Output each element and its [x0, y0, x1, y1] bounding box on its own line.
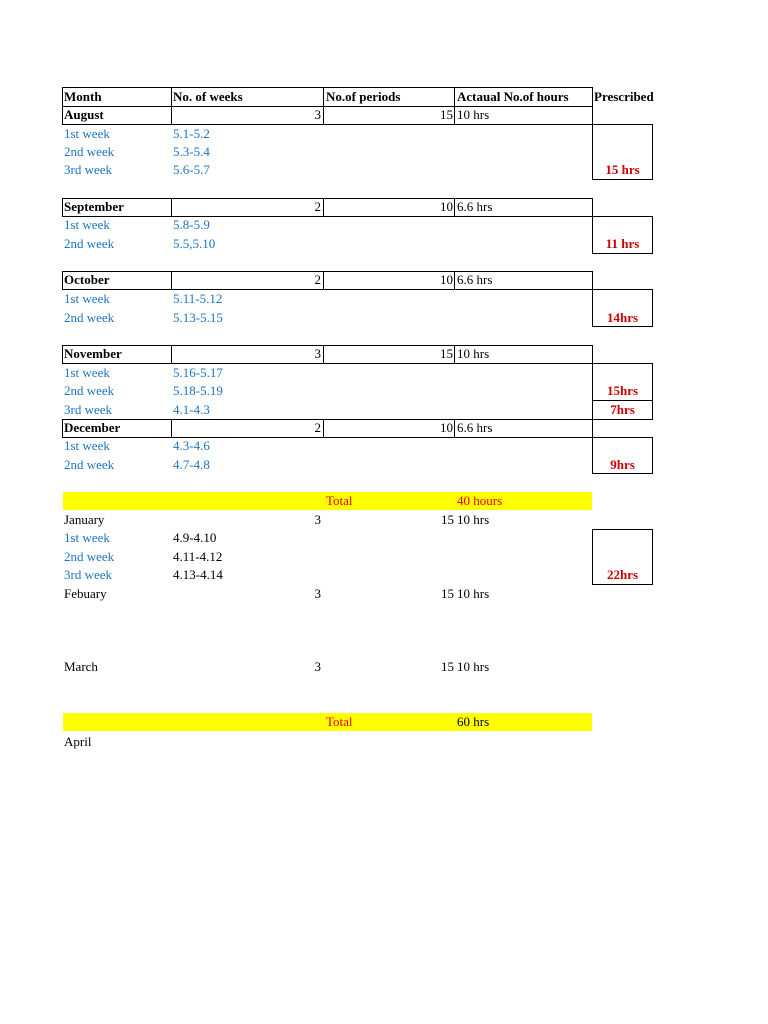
month-name: October: [64, 272, 110, 287]
row-divider: [171, 106, 172, 125]
month-name: November: [64, 346, 122, 361]
row-divider: [171, 271, 172, 290]
prescribed-hours: 15hrs: [606, 383, 639, 398]
month-name: September: [64, 199, 124, 214]
month-hours: 10 hrs: [457, 107, 490, 122]
header-periods: No.of periods: [326, 89, 401, 104]
row-divider: [454, 419, 455, 438]
month-periods: 15: [440, 346, 453, 361]
week-label: 1st week: [64, 438, 110, 453]
row-divider: [323, 271, 324, 290]
row-divider: [454, 198, 455, 217]
prescribed-hours: 22hrs: [606, 567, 639, 582]
week-label: 3rd week: [64, 567, 113, 582]
month-weeks: 2: [314, 199, 321, 214]
month-hours: 6.6 hrs: [457, 420, 493, 435]
month-name: Febuary: [64, 586, 107, 601]
header-divider: [454, 87, 455, 107]
header-divider: [323, 87, 324, 107]
week-chapters: 4.13-4.14: [173, 567, 223, 582]
month-hours: 10 hrs: [457, 586, 490, 601]
prescribed-hours: 11 hrs: [605, 236, 640, 251]
month-name: August: [64, 107, 104, 122]
header-prescribed: Prescribed: [594, 89, 654, 104]
week-chapters: 5.6-5.7: [173, 162, 210, 177]
row-divider: [454, 271, 455, 290]
month-weeks: 3: [314, 107, 321, 122]
row-divider: [323, 345, 324, 364]
week-label: 1st week: [64, 365, 110, 380]
month-periods: 15: [441, 586, 454, 601]
week-chapters: 5.11-5.12: [173, 291, 223, 306]
week-chapters: 4.1-4.3: [173, 402, 210, 417]
month-periods: 15: [441, 659, 454, 674]
month-weeks: 3: [314, 512, 321, 527]
row-divider: [171, 419, 172, 438]
row-divider: [323, 106, 324, 125]
week-chapters: 5.16-5.17: [173, 365, 223, 380]
week-chapters: 4.9-4.10: [173, 530, 217, 545]
prescribed-hours: 9hrs: [610, 457, 635, 472]
week-label: 2nd week: [64, 457, 115, 472]
week-label: 2nd week: [64, 383, 115, 398]
month-weeks: 3: [314, 346, 321, 361]
prescribed-hours: 14hrs: [606, 310, 639, 325]
month-weeks: 3: [314, 586, 321, 601]
month-weeks: 3: [314, 659, 321, 674]
month-periods: 10: [440, 420, 453, 435]
month-name: March: [64, 659, 98, 674]
month-weeks: 2: [314, 420, 321, 435]
week-label: 2nd week: [64, 549, 115, 564]
week-label: 3rd week: [64, 402, 113, 417]
prescribed-hours: 7hrs: [610, 402, 635, 417]
row-divider: [454, 345, 455, 364]
week-label: 2nd week: [64, 144, 115, 159]
week-chapters: 5.3-5.4: [173, 144, 210, 159]
total-value: 60 hrs: [457, 714, 490, 729]
month-weeks: 2: [314, 272, 321, 287]
week-chapters: 4.11-4.12: [173, 549, 223, 564]
week-chapters: 5.5,5.10: [173, 236, 216, 251]
week-label: 2nd week: [64, 236, 115, 251]
week-label: 1st week: [64, 291, 110, 306]
month-name: April: [64, 734, 92, 749]
month-periods: 10: [440, 272, 453, 287]
week-chapters: 4.7-4.8: [173, 457, 210, 472]
week-chapters: 5.1-5.2: [173, 126, 210, 141]
week-label: 1st week: [64, 530, 110, 545]
month-hours: 6.6 hrs: [457, 199, 493, 214]
week-label: 2nd week: [64, 310, 115, 325]
month-hours: 6.6 hrs: [457, 272, 493, 287]
row-divider: [171, 198, 172, 217]
month-periods: 15: [441, 512, 454, 527]
total-label: Total: [326, 714, 353, 729]
prescribed-hours: 15 hrs: [605, 162, 640, 177]
row-divider: [323, 198, 324, 217]
week-label: 1st week: [64, 217, 110, 232]
header-hours: Actaual No.of hours: [457, 89, 569, 104]
month-periods: 15: [440, 107, 453, 122]
week-chapters: 4.3-4.6: [173, 438, 210, 453]
header-month: Month: [64, 89, 102, 104]
total-label: Total: [326, 493, 353, 508]
row-divider: [171, 345, 172, 364]
week-chapters: 5.18-5.19: [173, 383, 223, 398]
month-periods: 10: [440, 199, 453, 214]
month-hours: 10 hrs: [457, 346, 490, 361]
month-name: January: [64, 512, 105, 527]
header-divider: [171, 87, 172, 107]
header-weeks: No. of weeks: [173, 89, 243, 104]
total-value: 40 hours: [457, 493, 503, 508]
week-chapters: 5.13-5.15: [173, 310, 223, 325]
week-label: 3rd week: [64, 162, 113, 177]
week-chapters: 5.8-5.9: [173, 217, 210, 232]
month-hours: 10 hrs: [457, 512, 490, 527]
week-label: 1st week: [64, 126, 110, 141]
row-divider: [454, 106, 455, 125]
month-hours: 10 hrs: [457, 659, 490, 674]
row-divider: [323, 419, 324, 438]
month-name: December: [64, 420, 121, 435]
